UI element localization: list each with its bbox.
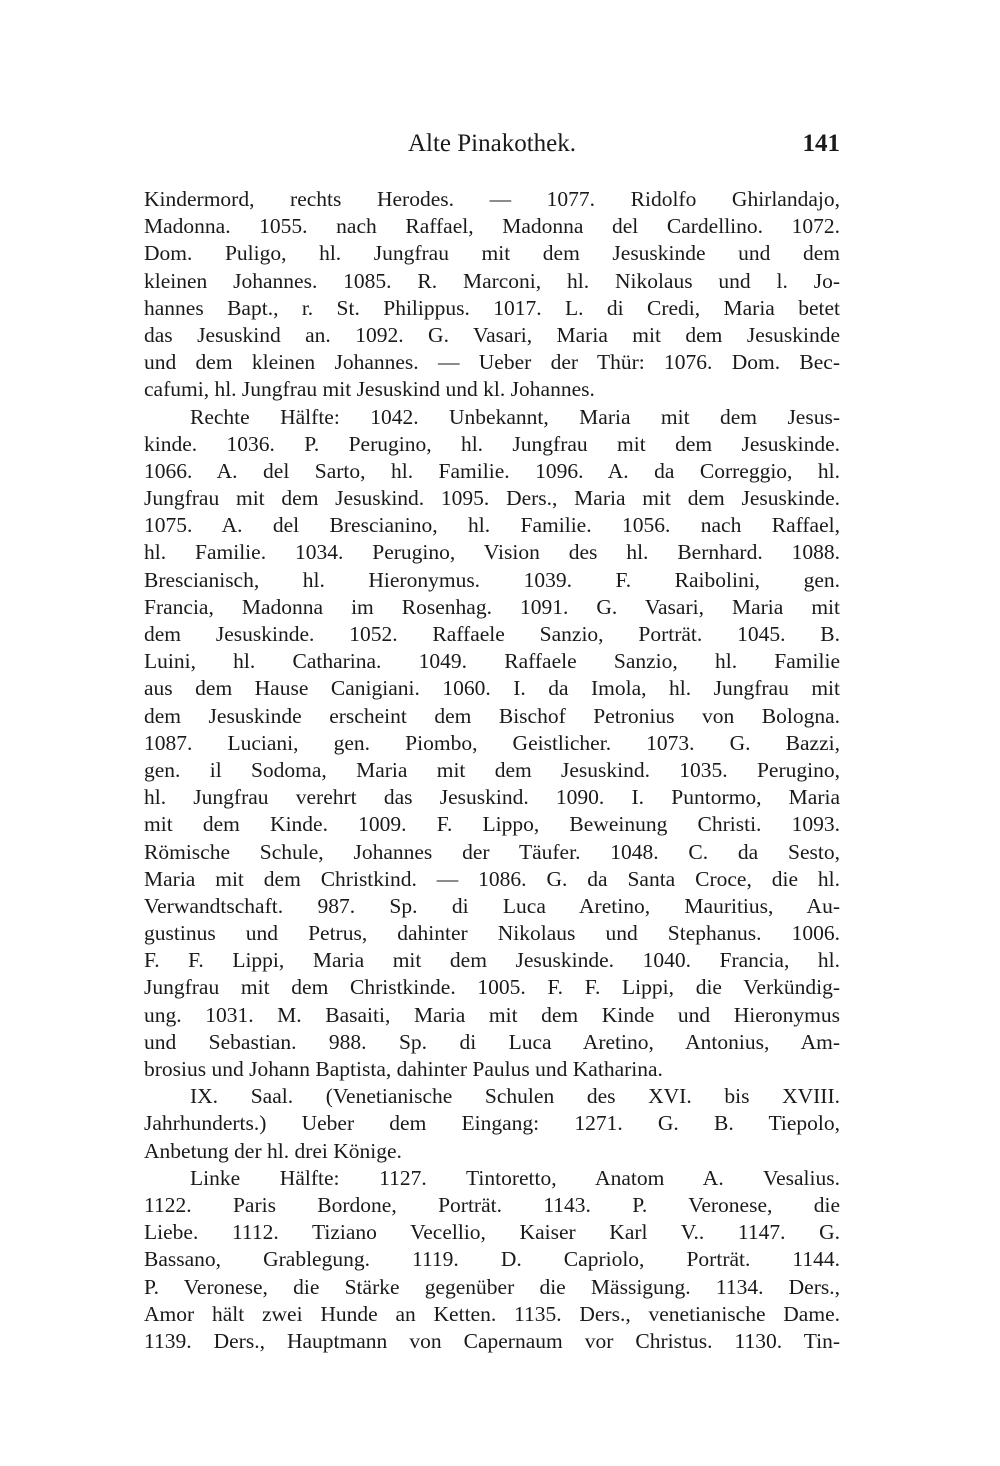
text-line: Kindermord, rechts Herodes. — 1077. Ridolfo Ghirlandajo, — [144, 187, 840, 211]
text-line: 1066. A. del Sarto, hl. Familie. 1096. A. da Correggio, hl. — [144, 458, 840, 483]
text-line: Linke Hälfte: 1127. Tintoretto, Anatom A. Vesalius. — [190, 1165, 840, 1190]
body-text — [144, 186, 840, 1355]
text-line: P. Veronese, die Stärke gegenüber die Mässigung. 1134. Ders., — [144, 1274, 840, 1299]
text-line: und dem kleinen Johannes. — Ueber der Thür: 1076. Dom. Bec- — [144, 350, 840, 375]
text-line: das Jesuskind an. 1092. G. Vasari, Maria mit dem Jesuskinde — [144, 322, 840, 347]
text-line: 1075. A. del Brescianino, hl. Familie. 1056. nach Raffael, — [144, 513, 840, 538]
text-line: brosius und Johann Baptista, dahinter Paulus und Katharina. — [144, 1057, 663, 1081]
text-line: cafumi, hl. Jungfrau mit Jesuskind und kl. Johannes. — [144, 377, 595, 402]
text-line: Madonna. 1055. nach Raffael, Madonna del Cardellino. 1072. — [144, 214, 840, 239]
page-number: 141 — [802, 130, 840, 157]
text-line: 1087. Luciani, gen. Piombo, Geistlicher. 1073. G. Bazzi, — [144, 730, 840, 755]
text-line: hl. Jungfrau verehrt das Jesuskind. 1090. I. Puntormo, Maria — [144, 785, 840, 810]
text-line: Brescianisch, hl. Hieronymus. 1039. F. Raibolini, gen. — [144, 567, 840, 592]
text-line: Jahrhunderts.) Ueber dem Eingang: 1271. G. B. Tiepolo, — [144, 1111, 840, 1136]
text-line: gustinus und Petrus, dahinter Nikolaus und Stephanus. 1006. — [144, 921, 840, 946]
text-line: Römische Schule, Johannes der Täufer. 1048. C. da Sesto, — [144, 839, 840, 864]
text-line: hannes Bapt., r. St. Philippus. 1017. L. di Credi, Maria betet — [144, 295, 840, 320]
text-line: Maria mit dem Christkind. — 1086. G. da Santa Croce, die hl. — [144, 866, 840, 891]
text-line: Rechte Hälfte: 1042. Unbekannt, Maria mit dem Jesus- — [190, 404, 840, 429]
text-line: Liebe. 1112. Tiziano Vecellio, Kaiser Karl V.. 1147. G. — [144, 1220, 840, 1245]
text-line: Bassano, Grablegung. 1119. D. Capriolo, Porträt. 1144. — [144, 1247, 840, 1272]
text-line: aus dem Hause Canigiani. 1060. I. da Imola, hl. Jungfrau mit — [144, 676, 840, 701]
text-line: dem Jesuskinde erscheint dem Bischof Petronius von Bologna. — [144, 703, 840, 728]
text-line: Anbetung der hl. drei Könige. — [144, 1138, 402, 1163]
text-line: hl. Familie. 1034. Perugino, Vision des hl. Bernhard. 1088. — [144, 540, 840, 565]
text-line: Verwandtschaft. 987. Sp. di Luca Aretino, Mauritius, Au- — [144, 893, 840, 918]
text-line: ung. 1031. M. Basaiti, Maria mit dem Kinde und Hieronymus — [144, 1002, 840, 1027]
text-line: Jungfrau mit dem Jesuskind. 1095. Ders., Maria mit dem Jesuskinde. — [144, 486, 840, 511]
text-line: kleinen Johannes. 1085. R. Marconi, hl. Nikolaus und l. Jo- — [144, 268, 840, 293]
text-line: 1122. Paris Bordone, Porträt. 1143. P. Veronese, die — [144, 1192, 840, 1217]
text-line: und Sebastian. 988. Sp. di Luca Aretino, Antonius, Am- — [144, 1029, 840, 1054]
text-line: 1139. Ders., Hauptmann von Capernaum vor Christus. 1130. Tin- — [144, 1328, 840, 1353]
running-title: Alte Pinakothek. — [407, 130, 577, 157]
text-line: Amor hält zwei Hunde an Ketten. 1135. Ders., venetianische Dame. — [144, 1301, 840, 1326]
text-line: Francia, Madonna im Rosenhag. 1091. G. Vasari, Maria mit — [144, 594, 840, 619]
text-line: dem Jesuskinde. 1052. Raffaele Sanzio, Porträt. 1045. B. — [144, 622, 840, 646]
text-line: Dom. Puligo, hl. Jungfrau mit dem Jesuskinde und dem — [144, 241, 840, 266]
text-line: gen. il Sodoma, Maria mit dem Jesuskind. 1035. Perugino, — [144, 757, 840, 782]
page-header — [144, 130, 840, 164]
text-line: IX. Saal. (Venetianische Schulen des XVI. bis XVIII. — [190, 1084, 840, 1109]
text-line: Jungfrau mit dem Christkinde. 1005. F. F. Lippi, die Verkündig- — [144, 975, 840, 1000]
text-line: Luini, hl. Catharina. 1049. Raffaele Sanzio, hl. Familie — [144, 649, 840, 674]
text-line: F. F. Lippi, Maria mit dem Jesuskinde. 1040. Francia, hl. — [144, 948, 840, 973]
text-line: kinde. 1036. P. Perugino, hl. Jungfrau mit dem Jesuskinde. — [144, 431, 840, 456]
text-line: mit dem Kinde. 1009. F. Lippo, Beweinung Christi. 1093. — [144, 812, 840, 837]
